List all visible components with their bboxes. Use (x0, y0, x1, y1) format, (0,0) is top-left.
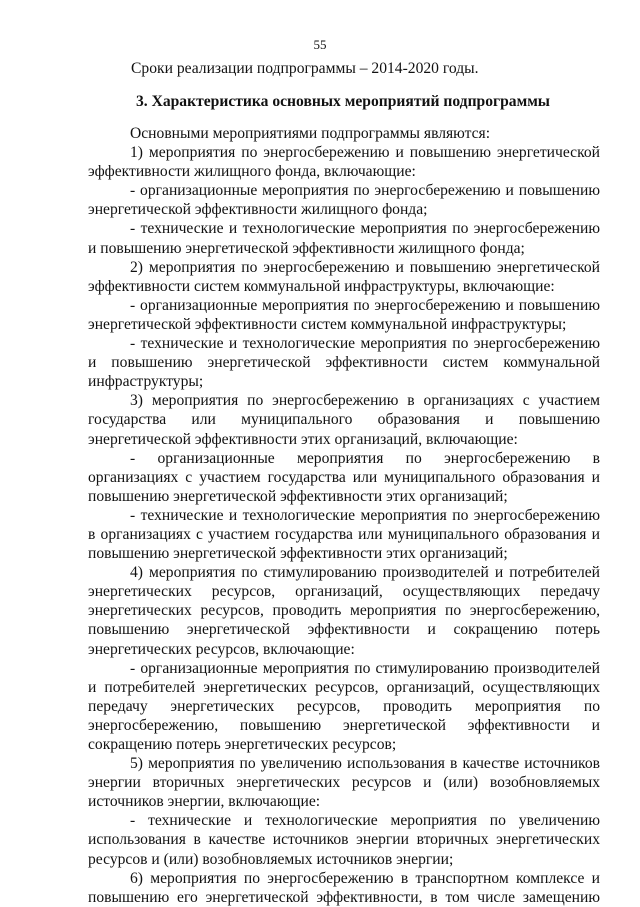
paragraph: - технические и технологические мероприятия по энергосбережению в организациях с участием государства или муниципального образования и повышению энергетической эффективности этих организаций; (88, 506, 600, 563)
paragraph: 2) мероприятия по энергосбережению и повышению энергетической эффективности систем коммунальной инфраструктуры, включающие: (88, 258, 600, 295)
paragraph: 6) мероприятия по энергосбережению в транспортном комплексе и повышению его энергетической эффективности, в том числе замещению (88, 869, 600, 906)
paragraph: 5) мероприятия по увеличению использования в качестве источников энергии вторичных энергетических ресурсов и (или) возобновляемых источников энергии, включающие: (88, 755, 600, 811)
implementation-period-line: Сроки реализации подпрограммы – 2014-2020 годы. (131, 60, 479, 77)
paragraph: 1) мероприятия по энергосбережению и повышению энергетической эффективности жилищного фонда, включающие: (88, 144, 600, 181)
paragraph: - организационные мероприятия по энергосбережению и повышению энергетической эффективности жилищного фонда; (88, 182, 600, 219)
paragraph: Основными мероприятиями подпрограммы являются: (130, 125, 491, 142)
page-number: 55 (313, 37, 327, 52)
section-heading: 3. Характеристика основных мероприятий подпрограммы (135, 93, 550, 110)
paragraph: 4) мероприятия по стимулированию производителей и потребителей энергетических ресурсов, организаций, осуществляющих передачу энергетических ресурсов, проводить мероприятия по энергосбережению, повышению энергетической эффективности и сокращению потерь энергетических ресурсов, включающие: (88, 564, 600, 658)
paragraph: 3) мероприятия по энергосбережению в организациях с участием государства или муниципального образования и повышению энергетической эффективности этих организаций, включающие: (88, 392, 600, 448)
body-text (88, 124, 600, 907)
paragraph: - организационные мероприятия по стимулированию производителей и потребителей энергетических ресурсов, организаций, осуществляющих передачу энергетических ресурсов, проводить мероприятия по энергосбережению, повышению энергетической эффективности и сокращению потерь энергетических ресурсов; (88, 659, 600, 753)
paragraph: - технические и технологические мероприятия по энергосбережению и повышению энергетической эффективности систем коммунальной инфраструктуры; (88, 335, 600, 391)
paragraph: - технические и технологические мероприятия по увеличению использования в качестве источников энергии вторичных энергетических ресурсов и (или) возобновляемых источников энергии; (88, 812, 600, 868)
paragraph: - организационные мероприятия по энергосбережению в организациях с участием государства или муниципального образования и повышению энергетической эффективности этих организаций; (88, 449, 600, 505)
paragraph: - технические и технологические мероприятия по энергосбережению и повышению энергетической эффективности жилищного фонда; (88, 220, 600, 257)
paragraph: - организационные мероприятия по энергосбережению и повышению энергетической эффективности систем коммунальной инфраструктуры; (88, 296, 600, 333)
